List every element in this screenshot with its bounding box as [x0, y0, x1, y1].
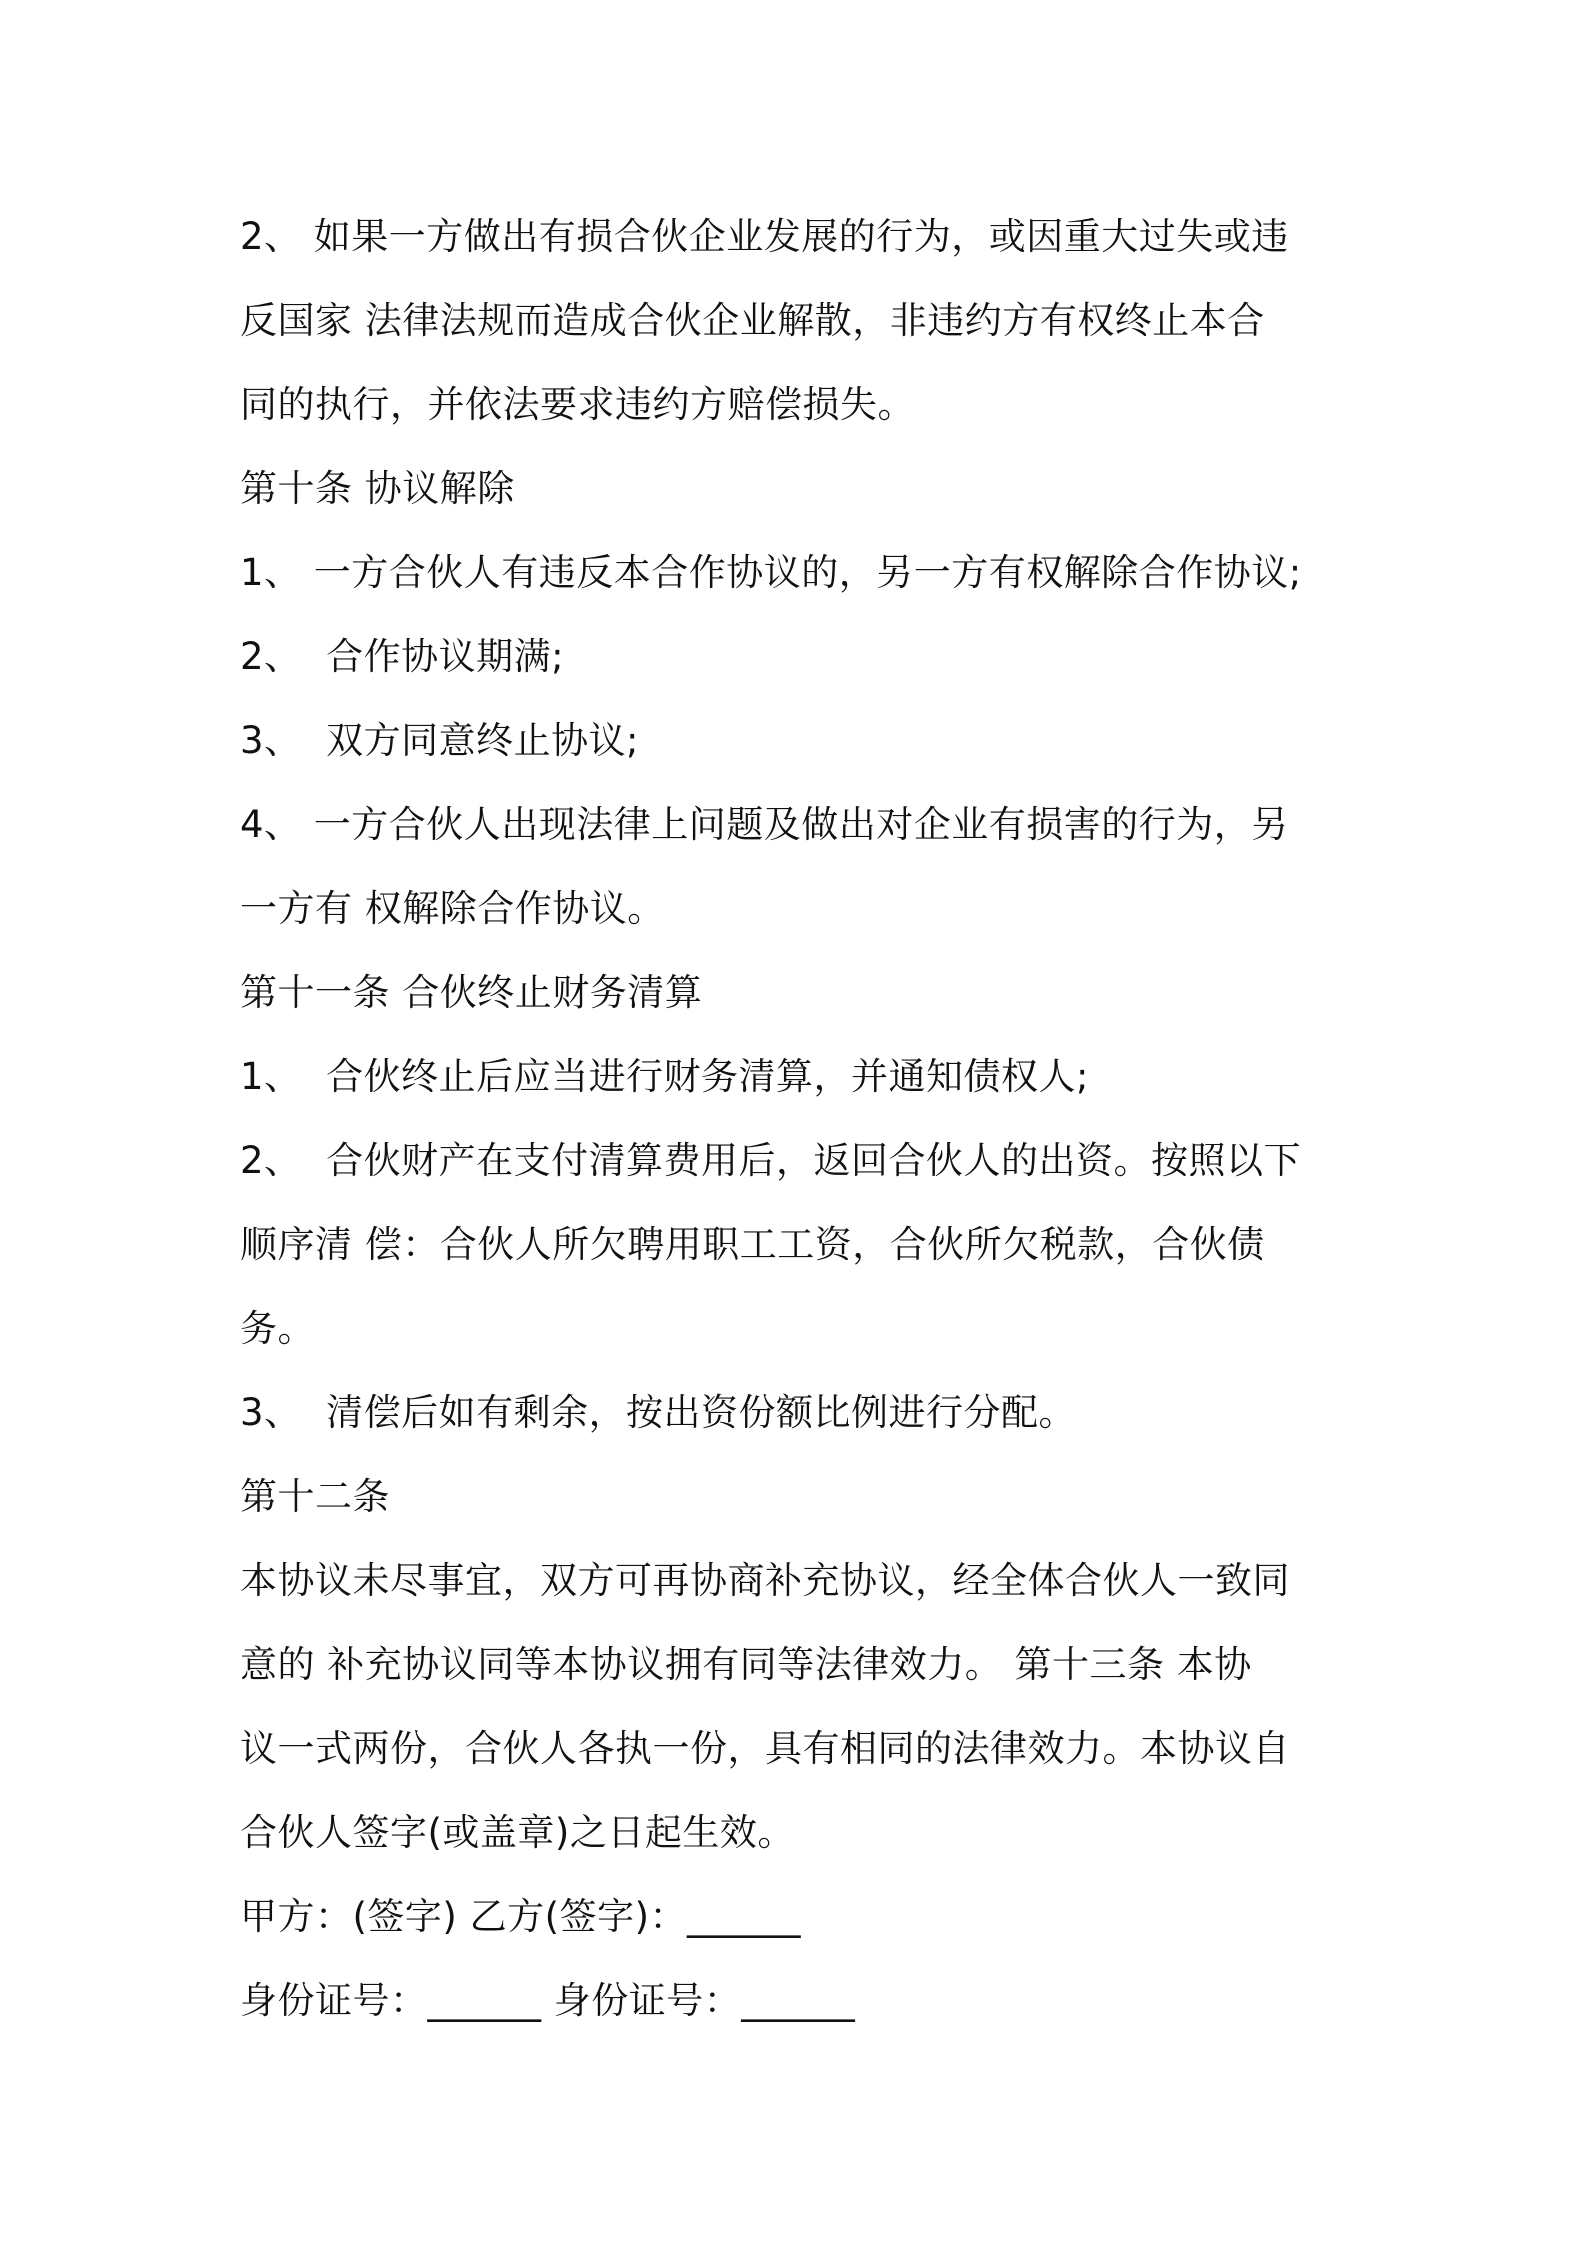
clause-11-heading: 第十一条 合伙终止财务清算 — [240, 971, 703, 1014]
clause-13-text-line-2: 合伙人签字(或盖章)之日起生效。 — [240, 1811, 795, 1854]
clause-9-item-2-line-1: 2、 如果一方做出有损合伙企业发展的行为，或因重大过失或违 — [240, 215, 1289, 258]
clause-10-item-4-line-1: 4、 一方合伙人出现法律上问题及做出对企业有损害的行为，另 — [240, 803, 1289, 846]
clause-11-item-1: 1、 合伙终止后应当进行财务清算，并通知债权人; — [240, 1055, 1090, 1098]
clause-9-item-2-line-2: 反国家 法律法规而造成合伙企业解散，非违约方有权终止本合 — [240, 299, 1265, 342]
clause-10-item-4-line-2: 一方有 权解除合作协议。 — [240, 887, 665, 930]
clause-9-item-2-line-3: 同的执行，并依法要求违约方赔偿损失。 — [240, 383, 915, 426]
clause-10-item-3: 3、 双方同意终止协议; — [240, 719, 640, 762]
clause-11-item-2-line-1: 2、 合伙财产在支付清算费用后，返回合伙人的出资。按照以下 — [240, 1139, 1302, 1182]
clause-13-text-line-1: 议一式两份，合伙人各执一份，具有相同的法律效力。本协议自 — [240, 1727, 1290, 1770]
clause-11-item-3: 3、 清偿后如有剩余，按出资份额比例进行分配。 — [240, 1391, 1077, 1434]
clause-12-heading: 第十二条 — [240, 1475, 390, 1518]
clause-10-item-1: 1、 一方合伙人有违反本合作协议的，另一方有权解除合作协议; — [240, 551, 1302, 594]
document-body — [240, 195, 1355, 2043]
id-number-line: 身份证号：______ 身份证号：______ — [240, 1979, 856, 2022]
clause-11-item-2-line-3: 务。 — [240, 1307, 315, 1350]
clause-11-item-2-line-2: 顺序清 偿：合伙人所欠聘用职工工资，合伙所欠税款，合伙债 — [240, 1223, 1265, 1266]
clause-10-heading: 第十条 协议解除 — [240, 467, 515, 510]
clause-12-text-line-2: 意的 补充协议同等本协议拥有同等法律效力。 第十三条 本协 — [240, 1643, 1252, 1686]
clause-12-text-line-1: 本协议未尽事宜，双方可再协商补充协议，经全体合伙人一致同 — [240, 1559, 1290, 1602]
clause-10-item-2: 2、 合作协议期满; — [240, 635, 565, 678]
signature-line: 甲方：(签字) 乙方(签字)：______ — [240, 1895, 802, 1938]
